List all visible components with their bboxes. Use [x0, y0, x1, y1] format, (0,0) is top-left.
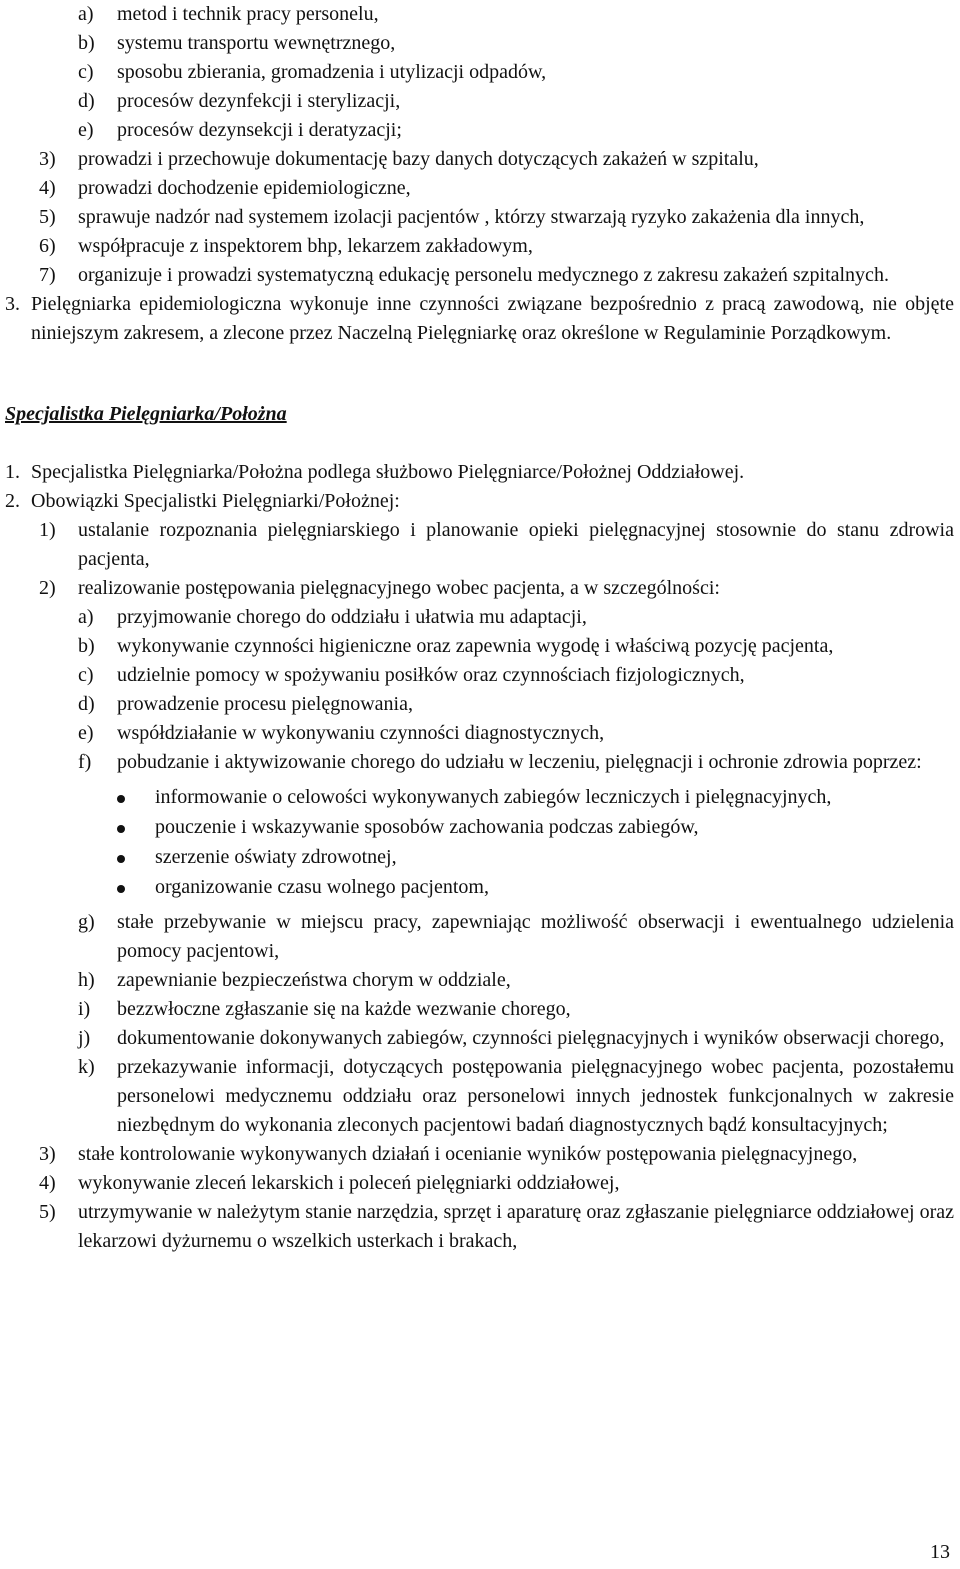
- list-item: h) zapewnianie bezpieczeństwa chorym w oddziale,: [78, 969, 511, 991]
- list-item: 3) stałe kontrolowanie wykonywanych działań i ocenianie wyników postępowania pielęgnacyjnego,: [39, 1143, 858, 1165]
- list-3-7: [0, 145, 954, 290]
- list-item: szerzenie oświaty zdrowotnej,: [117, 843, 954, 872]
- paragraph-point-1: 1. Specjalistka Pielęgniarka/Położna podlega służbowo Pielęgniarce/Położnej Oddziałowej.: [5, 461, 745, 483]
- list-item: a) przyjmowanie chorego do oddziału i ułatwia mu adaptacji,: [78, 606, 587, 628]
- list-item: k) przekazywanie informacji, dotyczących postępowania pielęgnacyjnego wobec pacjenta, pozostałemu personelowi medycznemu oddziału oraz personelowi innych jednostek funkcjonalnych w zakresie niezbędnym do wykonania zleconych pacjentowi badań diagnostycznych bądź konsultacyjnych;: [78, 1056, 954, 1136]
- bullet-icon: [117, 825, 125, 833]
- list-item: 7) organizuje i prowadzi systematyczną edukację personelu medycznego z zakresu zakażeń szpitalnych.: [39, 264, 889, 286]
- bullet-icon: [117, 855, 125, 863]
- list-item: 1) ustalanie rozpoznania pielęgniarskiego i planowanie opieki pielęgnacyjnej stosownie do stanu zdrowia pacjenta,: [39, 519, 954, 570]
- paragraph-point-2: 2. Obowiązki Specjalistki Pielęgniarki/Położnej:: [5, 490, 400, 512]
- list-item: b) wykonywanie czynności higieniczne oraz zapewnia wygodę i właściwą pozycję pacjenta,: [78, 635, 834, 657]
- paragraph-point-3: 3. Pielęgniarka epidemiologiczna wykonuje inne czynności związane bezpośrednio z pracą zawodową, nie objęte niniejszym zakresem, a zlecone przez Naczelną Pielęgniarkę oraz określone w Regulaminie Porządkowym.: [5, 293, 954, 344]
- list-item: d) procesów dezynfekcji i sterylizacji,: [78, 90, 401, 112]
- list-item: e) współdziałanie w wykonywaniu czynności diagnostycznych,: [78, 722, 605, 744]
- list-item: e) procesów dezynsekcji i deratyzacji;: [78, 119, 402, 141]
- list-1-2: [0, 516, 954, 603]
- list-a-f: [0, 603, 954, 777]
- list-3-5: [0, 1140, 954, 1256]
- list-item: j) dokumentowanie dokonywanych zabiegów, czynności pielęgnacyjnych i wyników obserwacji chorego,: [78, 1027, 945, 1049]
- list-item: b) systemu transportu wewnętrznego,: [78, 32, 396, 54]
- list-item: d) prowadzenie procesu pielęgnowania,: [78, 693, 413, 715]
- list-item: informowanie o celowości wykonywanych zabiegów leczniczych i pielęgnacyjnych,: [117, 783, 954, 812]
- list-item: 4) wykonywanie zleceń lekarskich i poleceń pielęgniarki oddziałowej,: [39, 1172, 620, 1194]
- list-item: a) metod i technik pracy personelu,: [78, 3, 379, 25]
- list-item: 2) realizowanie postępowania pielęgnacyjnego wobec pacjenta, a w szczególności:: [39, 577, 720, 599]
- page-number: 13: [930, 1541, 950, 1563]
- list-item: c) sposobu zbierania, gromadzenia i utylizacji odpadów,: [78, 61, 547, 83]
- list-g-k: [0, 908, 954, 1140]
- bullet-icon: [117, 795, 125, 803]
- list-item: f) pobudzanie i aktywizowanie chorego do udziału w leczeniu, pielęgnacji i ochronie zdrowia poprzez:: [78, 751, 922, 773]
- list-a-e: [0, 0, 953, 145]
- list-item: i) bezzwłoczne zgłaszanie się na każde wezwanie chorego,: [78, 998, 571, 1020]
- bullet-list: [0, 783, 954, 902]
- section-heading: Specjalistka Pielęgniarka/Położna: [5, 403, 287, 425]
- list-item: 4) prowadzi dochodzenie epidemiologiczne,: [39, 177, 411, 199]
- list-item: pouczenie i wskazywanie sposobów zachowania podczas zabiegów,: [117, 813, 954, 842]
- list-item: organizowanie czasu wolnego pacjentom,: [117, 873, 954, 902]
- list-item: 6) współpracuje z inspektorem bhp, lekarzem zakładowym,: [39, 235, 533, 257]
- list-item: 5) sprawuje nadzór nad systemem izolacji pacjentów , którzy stwarzają ryzyko zakażenia dla innych,: [39, 206, 865, 228]
- list-item: c) udzielnie pomocy w spożywaniu posiłków oraz czynnościach fizjologicznych,: [78, 664, 745, 686]
- list-item: 3) prowadzi i przechowuje dokumentację bazy danych dotyczących zakażeń w szpitalu,: [39, 148, 759, 170]
- list-item: 5) utrzymywanie w należytym stanie narzędzia, sprzęt i aparaturę oraz zgłaszanie pielęgniarce oddziałowej oraz lekarzowi dyżurnemu o wszelkich usterkach i brakach,: [39, 1201, 954, 1252]
- list-item: g) stałe przebywanie w miejscu pracy, zapewniając możliwość obserwacji i ewentualnego udzielenia pomocy pacjentowi,: [78, 911, 954, 962]
- bullet-icon: [117, 885, 125, 893]
